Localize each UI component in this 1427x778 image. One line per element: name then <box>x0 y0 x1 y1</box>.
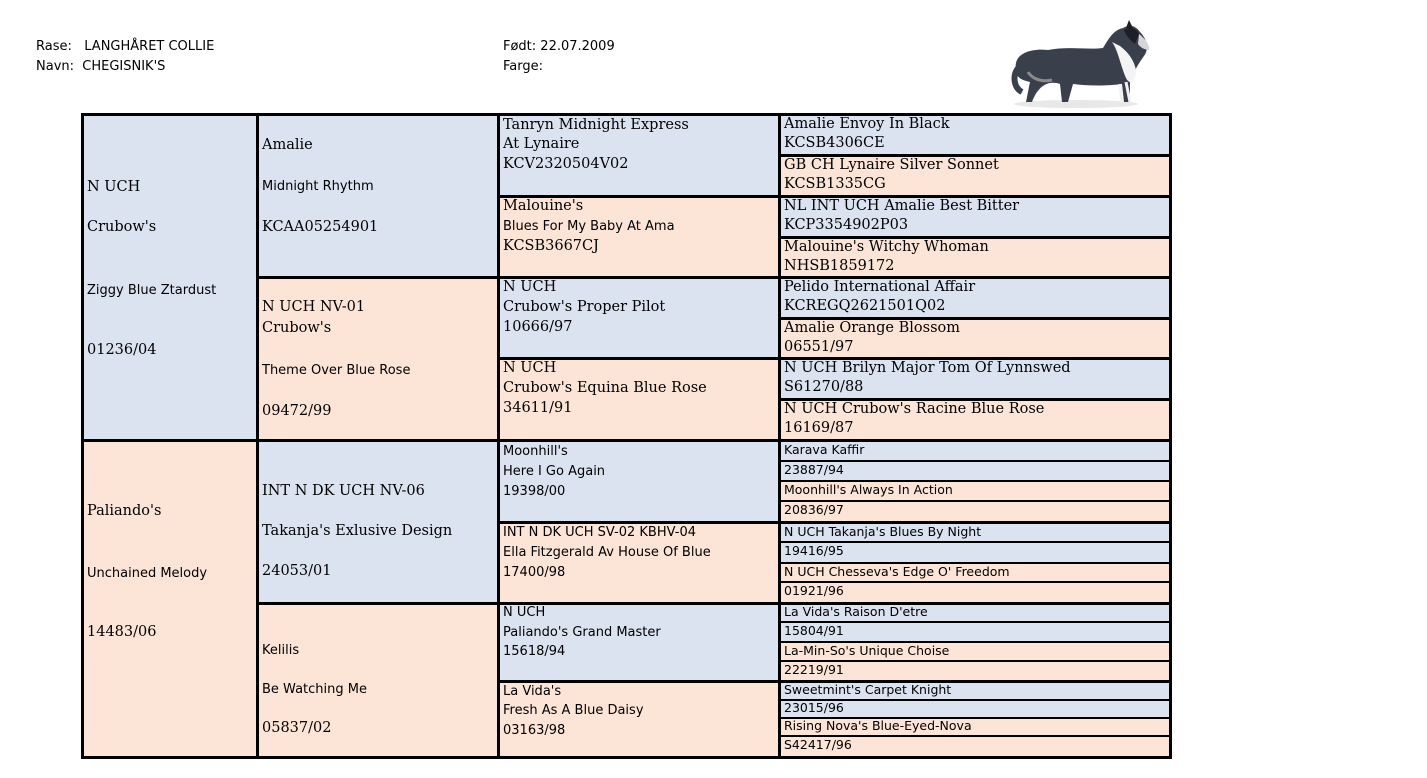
ggp-line2: At Lynaire <box>503 136 580 152</box>
ggp-sire-dam-dam-cell <box>500 360 778 439</box>
g4-cell-8 <box>781 401 1169 439</box>
dam-sire-reg: 24053/01 <box>262 563 332 579</box>
dam-dam-cell <box>259 605 497 756</box>
sire-dam-cell <box>259 279 497 439</box>
g4-cell-6 <box>781 320 1169 357</box>
g4-name: Sweetmint's Carpet Knight <box>784 683 952 697</box>
g4-reg: 19416/95 <box>784 543 844 558</box>
g4-reg: 16169/87 <box>784 420 854 436</box>
ggp-line2: Ella Fitzgerald Av House Of Blue <box>503 545 711 560</box>
ggp-line1: Moonhill's <box>503 444 568 459</box>
sire-sire-name: Midnight Rhythm <box>262 179 374 194</box>
g4-cell-1 <box>781 116 1169 154</box>
g4-reg: 23887/94 <box>784 462 844 477</box>
sire-sire-reg: KCAA05254901 <box>262 219 379 235</box>
g4-name: N UCH Chesseva's Edge O' Freedom <box>784 564 1010 579</box>
g4-reg: KCREGQ2621501Q02 <box>784 298 946 314</box>
birth-date-label: Født: 22.07.2009 <box>503 39 615 54</box>
ggp-line2: Paliando's Grand Master <box>503 625 661 640</box>
g4-cell-12-name <box>781 564 1169 581</box>
sire-name: Ziggy Blue Ztardust <box>87 283 217 298</box>
ggp-line1: INT N DK UCH SV-02 KBHV-04 <box>503 525 696 540</box>
pedigree-table <box>81 113 1172 759</box>
g4-reg: KCSB4306CE <box>784 135 885 151</box>
sire-dam-kennel: Crubow's <box>262 320 332 336</box>
dam-cell <box>84 442 256 756</box>
g4-name: N UCH Crubow's Racine Blue Rose <box>784 401 1045 417</box>
dam-sire-title: INT N DK UCH NV-06 <box>262 483 425 499</box>
dam-dam-reg: 05837/02 <box>262 720 332 736</box>
g4-reg: 06551/97 <box>784 339 854 355</box>
ggp-line2: Crubow's Equina Blue Rose <box>503 380 707 396</box>
dam-reg: 14483/06 <box>87 624 157 640</box>
ggp-reg: KCSB3667CJ <box>503 238 599 254</box>
ggp-line1: Tanryn Midnight Express <box>503 117 689 133</box>
ggp-line2: Crubow's Proper Pilot <box>503 299 666 315</box>
sire-sire-cell <box>259 116 497 276</box>
g4-name: La-Min-So's Unique Choise <box>784 643 950 658</box>
g4-name: GB CH Lynaire Silver Sonnet <box>784 157 999 173</box>
g4-name: Rising Nova's Blue-Eyed-Nova <box>784 719 972 733</box>
g4-cell-9-reg <box>781 462 1169 480</box>
ggp-dam-sire-sire-cell <box>500 442 778 521</box>
ggp-line1: N UCH <box>503 279 557 295</box>
g4-reg: 22219/91 <box>784 662 844 677</box>
sire-kennel: Crubow's <box>87 219 157 235</box>
g4-cell-16-name <box>781 719 1169 735</box>
sire-reg: 01236/04 <box>87 342 157 358</box>
ggp-dam-dam-dam-cell <box>500 683 778 756</box>
ggp-line2: Fresh As A Blue Daisy <box>503 703 644 718</box>
ggp-sire-dam-sire-cell <box>500 279 778 357</box>
sire-dam-reg: 09472/99 <box>262 403 332 419</box>
color-label: Farge: <box>503 59 543 74</box>
breed-label: Rase: LANGHÅRET COLLIE <box>36 39 215 54</box>
dam-name: Unchained Melody <box>87 566 208 581</box>
g4-name: La Vida's Raison D'etre <box>784 605 928 619</box>
g4-name: N UCH Takanja's Blues By Night <box>784 524 982 539</box>
ggp-reg: 19398/00 <box>503 484 566 499</box>
g4-name: NL INT UCH Amalie Best Bitter <box>784 198 1020 214</box>
g4-cell-12-reg <box>781 583 1169 602</box>
g4-reg: 01921/96 <box>784 583 844 598</box>
g4-cell-7 <box>781 360 1169 398</box>
g4-cell-15-name <box>781 683 1169 699</box>
dam-sire-name: Takanja's Exlusive Design <box>262 523 453 539</box>
g4-cell-14-name <box>781 643 1169 660</box>
g4-cell-11-name <box>781 524 1169 541</box>
ggp-line1: Malouine's <box>503 198 584 214</box>
dam-dam-kennel: Kelilis <box>262 643 300 658</box>
ggp-dam-dam-sire-cell <box>500 605 778 680</box>
g4-reg: NHSB1859172 <box>784 258 895 274</box>
g4-cell-11-reg <box>781 543 1169 562</box>
ggp-line2: Here I Go Again <box>503 464 606 479</box>
g4-cell-13-reg <box>781 623 1169 641</box>
g4-name: Amalie Orange Blossom <box>784 320 960 336</box>
g4-name: Pelido International Affair <box>784 279 976 295</box>
sire-cell <box>84 116 256 439</box>
g4-cell-3 <box>781 198 1169 236</box>
collie-dog-icon <box>1008 20 1153 110</box>
g4-reg: S61270/88 <box>784 379 864 395</box>
sire-dam-title: N UCH NV-01 <box>262 299 366 315</box>
ggp-reg: KCV2320504V02 <box>503 156 629 172</box>
g4-reg: KCP3354902P03 <box>784 217 909 233</box>
ggp-sire-sire-sire-cell <box>500 116 778 195</box>
g4-cell-14-reg <box>781 662 1169 680</box>
g4-cell-10-reg <box>781 502 1169 521</box>
g4-cell-13-name <box>781 605 1169 621</box>
ggp-dam-sire-dam-cell <box>500 524 778 602</box>
g4-cell-5 <box>781 279 1169 317</box>
ggp-line1: N UCH <box>503 605 546 620</box>
g4-name: Amalie Envoy In Black <box>784 116 950 132</box>
g4-reg: 20836/97 <box>784 502 844 517</box>
g4-cell-9-name <box>781 442 1169 460</box>
g4-reg: 23015/96 <box>784 701 844 715</box>
g4-reg: 15804/91 <box>784 623 844 638</box>
ggp-reg: 15618/94 <box>503 644 566 659</box>
ggp-reg: 10666/97 <box>503 319 573 335</box>
ggp-line1: N UCH <box>503 360 557 376</box>
ggp-line2: Blues For My Baby At Ama <box>503 219 675 234</box>
sire-sire-kennel: Amalie <box>262 137 313 153</box>
g4-cell-16-reg <box>781 737 1169 756</box>
sire-title: N UCH <box>87 179 141 195</box>
ggp-sire-sire-dam-cell <box>500 198 778 276</box>
dam-sire-cell <box>259 442 497 602</box>
g4-cell-4 <box>781 239 1169 276</box>
g4-reg: KCSB1335CG <box>784 176 886 192</box>
g4-name: N UCH Brilyn Major Tom Of Lynnswed <box>784 360 1071 376</box>
g4-cell-2 <box>781 157 1169 195</box>
ggp-reg: 17400/98 <box>503 565 566 580</box>
dog-name-label: Navn: CHEGISNIK'S <box>36 59 166 74</box>
sire-dam-name: Theme Over Blue Rose <box>262 363 411 378</box>
g4-reg: S42417/96 <box>784 737 852 752</box>
ggp-reg: 03163/98 <box>503 723 566 738</box>
dam-dam-name: Be Watching Me <box>262 682 367 697</box>
ggp-line1: La Vida's <box>503 684 562 699</box>
dam-kennel: Paliando's <box>87 503 162 519</box>
g4-name: Malouine's Witchy Whoman <box>784 239 989 255</box>
g4-cell-15-reg <box>781 701 1169 717</box>
g4-cell-10-name <box>781 482 1169 500</box>
g4-name: Karava Kaffir <box>784 442 865 457</box>
ggp-reg: 34611/91 <box>503 400 573 416</box>
g4-name: Moonhill's Always In Action <box>784 482 953 497</box>
